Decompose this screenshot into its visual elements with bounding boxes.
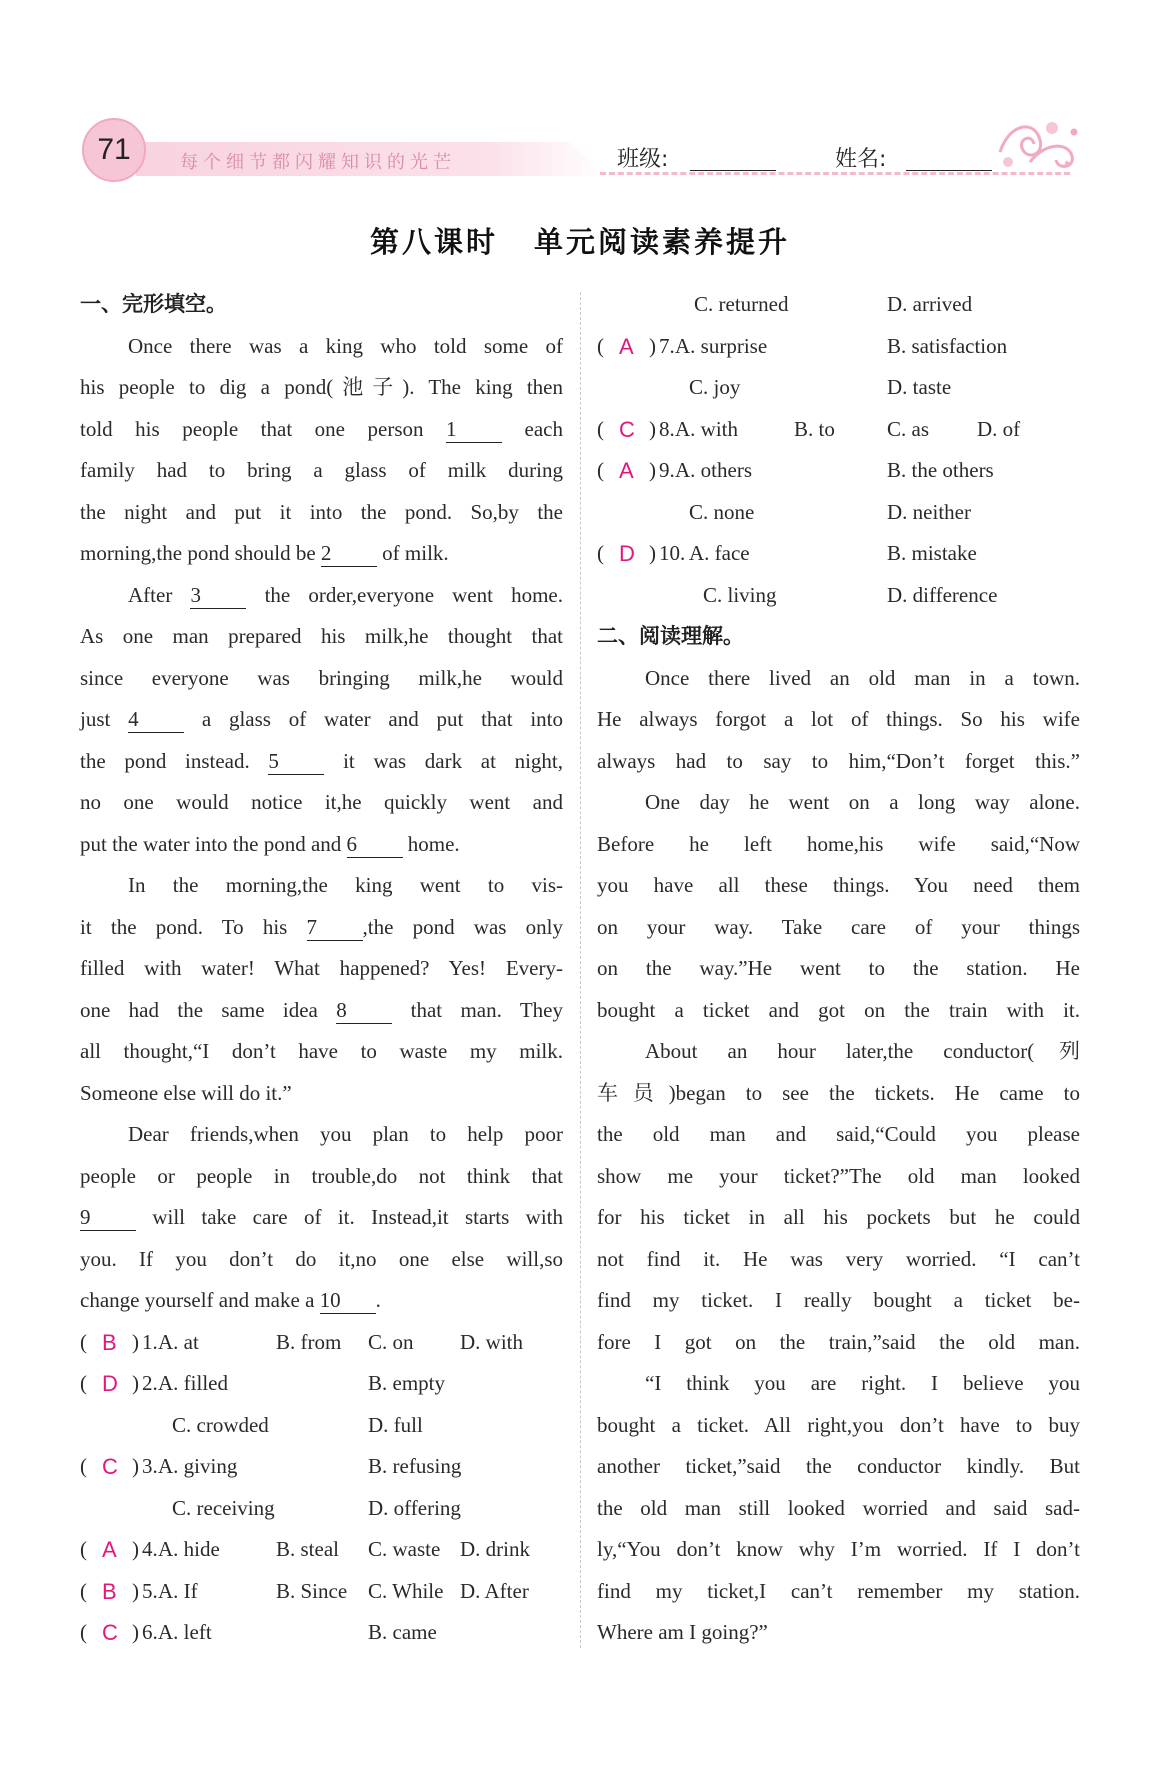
passage-text: filled with water! What happened? Yes! Every-	[80, 956, 563, 980]
reading-line: find my ticket,I can’t remember my station.	[597, 1578, 1080, 1603]
option-text: A. filled	[158, 1371, 228, 1395]
reading-line: you have all these things. You need them	[597, 873, 1080, 897]
passage-text: his people to dig a pond(池子). The king then	[80, 375, 563, 399]
option-text: C. crowded	[172, 1412, 269, 1437]
cloze-blank: 6	[347, 831, 403, 858]
question-row-continued	[597, 367, 1080, 409]
question-number: 4.	[142, 1537, 158, 1561]
answer-paren-close: )	[132, 1329, 139, 1354]
answer-paren-open: (	[597, 416, 604, 441]
answer-letter: A	[102, 1537, 117, 1562]
question-row	[80, 1529, 563, 1571]
reading-line: About an hour later,the conductor(列	[645, 1039, 1080, 1063]
question-row-continued	[597, 284, 1080, 326]
answer-letter: C	[619, 416, 635, 442]
column-divider	[580, 292, 581, 1648]
reading-line: Once there lived an old man in a town.	[645, 665, 1080, 690]
passage-line	[80, 367, 563, 409]
option-text: D. difference	[887, 582, 998, 607]
option-text: A. with	[675, 416, 738, 441]
reading-line: fore I got on the train,”said the old man.	[597, 1329, 1080, 1354]
lesson-title	[0, 220, 1160, 261]
answer-paren-close: )	[132, 1371, 139, 1395]
reading-line: for his ticket in all his pockets but he could	[597, 1205, 1080, 1229]
cloze-questions-part2	[597, 284, 1080, 616]
answer-letter: D	[619, 541, 635, 566]
option-text: C. returned	[694, 292, 789, 316]
answer-paren-open: (	[80, 1371, 87, 1395]
answer-paren-open: (	[80, 1537, 87, 1561]
option-text: A. giving	[158, 1454, 238, 1478]
passage-text: morning,the pond should be	[80, 541, 321, 565]
question-number: 1.	[142, 1329, 158, 1354]
answer-paren-open: (	[80, 1620, 87, 1644]
question-row	[80, 1322, 563, 1364]
cloze-passage	[80, 326, 563, 1322]
passage-line	[80, 1239, 563, 1281]
page-number: 71	[97, 133, 131, 166]
passage-line	[80, 492, 563, 534]
passage-line	[80, 948, 563, 990]
name-label: 姓名:	[835, 147, 887, 172]
option-text: B. refusing	[368, 1454, 462, 1478]
passage-line	[80, 409, 563, 451]
cloze-blank: 8	[336, 997, 392, 1024]
passage-text: all thought,“I don’t have to waste my milk.	[80, 1039, 563, 1063]
answer-paren-open: (	[597, 541, 604, 565]
option-text: C. While	[368, 1578, 444, 1603]
passage-line	[80, 699, 563, 741]
passage-line	[80, 1280, 563, 1322]
question-row	[80, 1363, 563, 1405]
reading-line: on your way. Take care of your things	[597, 914, 1080, 939]
section-heading-cloze: 一、完形填空。	[80, 292, 227, 316]
question-row	[597, 409, 1080, 451]
passage-line	[80, 1197, 563, 1239]
option-text: D. offering	[368, 1495, 461, 1520]
option-text: C. living	[703, 582, 777, 607]
reading-line: not find it. He was very worried. “I can’t	[597, 1246, 1080, 1271]
question-number: 9.	[659, 458, 675, 482]
reading-line: He always forgot a lot of things. So his wife	[597, 707, 1080, 731]
passage-line	[80, 616, 563, 658]
cloze-blank: 2	[321, 540, 377, 567]
option-text: C. as	[887, 416, 929, 441]
option-text: B. Since	[276, 1578, 348, 1603]
passage-line	[80, 326, 563, 368]
option-text: A. surprise	[675, 333, 768, 358]
question-number: 5.	[142, 1578, 158, 1603]
cloze-questions-part1	[80, 1322, 563, 1654]
answer-paren-open: (	[80, 1454, 87, 1478]
option-text: B. steal	[276, 1537, 339, 1561]
question-number: 3.	[142, 1454, 158, 1478]
passage-line	[80, 824, 563, 866]
question-row-continued	[597, 575, 1080, 617]
reading-line: ly,“You don’t know why I’m worried. If I don’t	[597, 1537, 1080, 1561]
passage-text: one had the same idea	[80, 997, 337, 1022]
passage-text: .	[375, 1288, 381, 1312]
passage-text: people or people in trouble,do not think that	[80, 1163, 563, 1188]
answer-paren-open: (	[597, 333, 604, 358]
option-text: A. hide	[158, 1537, 220, 1561]
passage-text: the order,everyone went home.	[246, 582, 563, 607]
answer-letter: B	[102, 1578, 117, 1604]
option-text: C. waste	[368, 1537, 441, 1561]
cloze-blank: 1	[446, 416, 502, 443]
reading-line: always had to say to him,“Don’t forget this.”	[597, 748, 1080, 773]
right-column	[597, 284, 1080, 1654]
option-text: A. others	[675, 458, 752, 482]
lesson-name: 第八课时	[369, 225, 498, 259]
answer-paren-close: )	[132, 1454, 139, 1478]
option-text: D. full	[368, 1412, 423, 1437]
passage-text: home.	[402, 831, 460, 856]
option-text: D. taste	[887, 375, 952, 399]
question-number: 10.	[659, 541, 686, 565]
option-text: D. of	[977, 416, 1021, 441]
cloze-blank: 5	[268, 748, 324, 775]
name-field-line	[906, 170, 992, 171]
answer-paren-open: (	[597, 458, 604, 482]
passage-text: the night and put it into the pond. So,by the	[80, 499, 563, 524]
passage-line	[80, 1114, 563, 1156]
reading-line: show me your ticket?”The old man looked	[597, 1163, 1080, 1188]
option-text: D. After	[460, 1578, 529, 1603]
reading-line: One day he went on a long way alone.	[645, 790, 1080, 814]
cloze-blank: 10	[320, 1287, 376, 1314]
reading-line: Where am I going?”	[597, 1620, 768, 1644]
option-text: A. If	[158, 1578, 198, 1603]
passage-line	[80, 1073, 563, 1115]
floral-ornament-icon	[990, 112, 1082, 176]
question-number: 8.	[659, 416, 675, 441]
passage-text: Dear friends,when you plan to help poor	[128, 1122, 563, 1146]
passage-text: In the morning,the king went to vis-	[128, 873, 563, 897]
question-row	[597, 326, 1080, 368]
option-text: B. satisfaction	[887, 333, 1008, 358]
passage-text: change yourself and make a	[80, 1288, 320, 1312]
option-text: B. came	[368, 1620, 437, 1644]
option-text: B. empty	[368, 1371, 445, 1395]
reading-passage	[597, 658, 1080, 1654]
passage-text: will take care of it. Instead,it starts with	[136, 1205, 563, 1229]
option-text: D. arrived	[887, 292, 973, 316]
passage-line	[80, 741, 563, 783]
passage-text: each	[502, 416, 564, 441]
passage-text: no one would notice it,he quickly went and	[80, 790, 563, 814]
passage-line	[80, 865, 563, 907]
question-number: 2.	[142, 1371, 158, 1395]
option-text: A. face	[689, 541, 750, 565]
cloze-blank: 4	[128, 706, 184, 733]
reading-line: “I think you are right. I believe you	[645, 1371, 1080, 1395]
passage-text: you. If you don’t do it,no one else will,so	[80, 1246, 563, 1271]
passage-text: As one man prepared his milk,he thought that	[80, 624, 563, 648]
reading-line: bought a ticket. All right,you don’t have to buy	[597, 1412, 1080, 1437]
answer-letter: A	[619, 458, 634, 483]
passage-text: a glass of water and put that into	[184, 707, 563, 731]
class-label: 班级:	[617, 147, 669, 172]
reading-line: on the way.”He went to the station. He	[597, 956, 1080, 980]
option-text: C. on	[368, 1329, 414, 1354]
slogan-text: 每个细节都闪耀知识的光芒	[180, 152, 456, 173]
passage-line	[80, 533, 563, 575]
answer-letter: A	[619, 333, 634, 359]
passage-line	[80, 575, 563, 617]
option-text: D. drink	[460, 1537, 530, 1561]
passage-line	[80, 1031, 563, 1073]
page-number-badge	[82, 118, 146, 182]
answer-letter: D	[102, 1371, 118, 1396]
reading-line: the old man still looked worried and said sad-	[597, 1495, 1080, 1520]
question-row	[80, 1446, 563, 1488]
option-text: D. with	[460, 1329, 523, 1354]
class-field-line	[690, 170, 776, 171]
reading-line: Before he left home,his wife said,“Now	[597, 831, 1080, 856]
answer-paren-close: )	[649, 416, 656, 441]
answer-letter: C	[102, 1454, 118, 1479]
reading-line: find my ticket. I really bought a ticket be-	[597, 1288, 1080, 1312]
question-number: 6.	[142, 1620, 158, 1644]
passage-text: just	[80, 707, 129, 731]
option-text: D. neither	[887, 499, 971, 524]
passage-text: ,the pond was only	[362, 914, 563, 939]
question-row-continued	[597, 492, 1080, 534]
answer-paren-close: )	[132, 1537, 139, 1561]
passage-text: the pond instead.	[80, 748, 269, 773]
cloze-blank: 3	[190, 582, 246, 609]
passage-text: it was dark at night,	[324, 748, 564, 773]
answer-letter: B	[102, 1329, 117, 1355]
passage-text: since everyone was bringing milk,he would	[80, 665, 563, 690]
answer-paren-open: (	[80, 1329, 87, 1354]
question-row	[80, 1571, 563, 1613]
answer-paren-close: )	[649, 458, 656, 482]
option-text: B. mistake	[887, 541, 977, 565]
passage-text: that man. They	[392, 997, 564, 1022]
passage-text: of milk.	[376, 541, 449, 565]
lesson-topic: 单元阅读素养提升	[534, 225, 791, 259]
passage-text: it the pond. To his	[80, 914, 307, 939]
passage-line	[80, 782, 563, 824]
answer-paren-close: )	[132, 1620, 139, 1644]
option-text: A. left	[158, 1620, 212, 1644]
question-row-continued	[80, 1488, 563, 1530]
option-text: B. to	[794, 416, 835, 441]
answer-letter: C	[102, 1620, 118, 1645]
answer-paren-close: )	[132, 1578, 139, 1603]
passage-line	[80, 1156, 563, 1198]
passage-text: told his people that one person	[80, 416, 447, 441]
option-text: C. none	[689, 499, 755, 524]
left-column	[80, 284, 563, 1654]
question-row	[597, 533, 1080, 575]
question-number: 7.	[659, 333, 675, 358]
cloze-blank: 7	[307, 914, 363, 941]
reading-line: the old man and said,“Could you please	[597, 1122, 1080, 1146]
question-row	[597, 450, 1080, 492]
question-row-continued	[80, 1405, 563, 1447]
reading-line: bought a ticket and got on the train with it.	[597, 997, 1080, 1022]
passage-line	[80, 990, 563, 1032]
option-text: A. at	[158, 1329, 199, 1354]
answer-paren-close: )	[649, 541, 656, 565]
answer-paren-open: (	[80, 1578, 87, 1603]
passage-text: Once there was a king who told some of	[128, 333, 563, 358]
answer-paren-close: )	[649, 333, 656, 358]
passage-line	[80, 658, 563, 700]
question-row	[80, 1612, 563, 1654]
option-text: B. from	[276, 1329, 342, 1354]
passage-text: family had to bring a glass of milk during	[80, 458, 563, 482]
passage-line	[80, 907, 563, 949]
reading-line: 车员)began to see the tickets. He came to	[597, 1080, 1080, 1105]
passage-line	[80, 450, 563, 492]
section-heading-reading: 二、阅读理解。	[597, 624, 744, 648]
passage-text: Someone else will do it.”	[80, 1080, 292, 1105]
passage-text: After	[128, 582, 191, 607]
passage-text: put the water into the pond and	[80, 831, 347, 856]
option-text: C. receiving	[172, 1495, 275, 1520]
option-text: C. joy	[689, 375, 741, 399]
page-header	[80, 112, 1090, 182]
option-text: B. the others	[887, 458, 994, 482]
cloze-blank: 9	[80, 1204, 136, 1231]
reading-line: another ticket,”said the conductor kindly. But	[597, 1454, 1080, 1478]
